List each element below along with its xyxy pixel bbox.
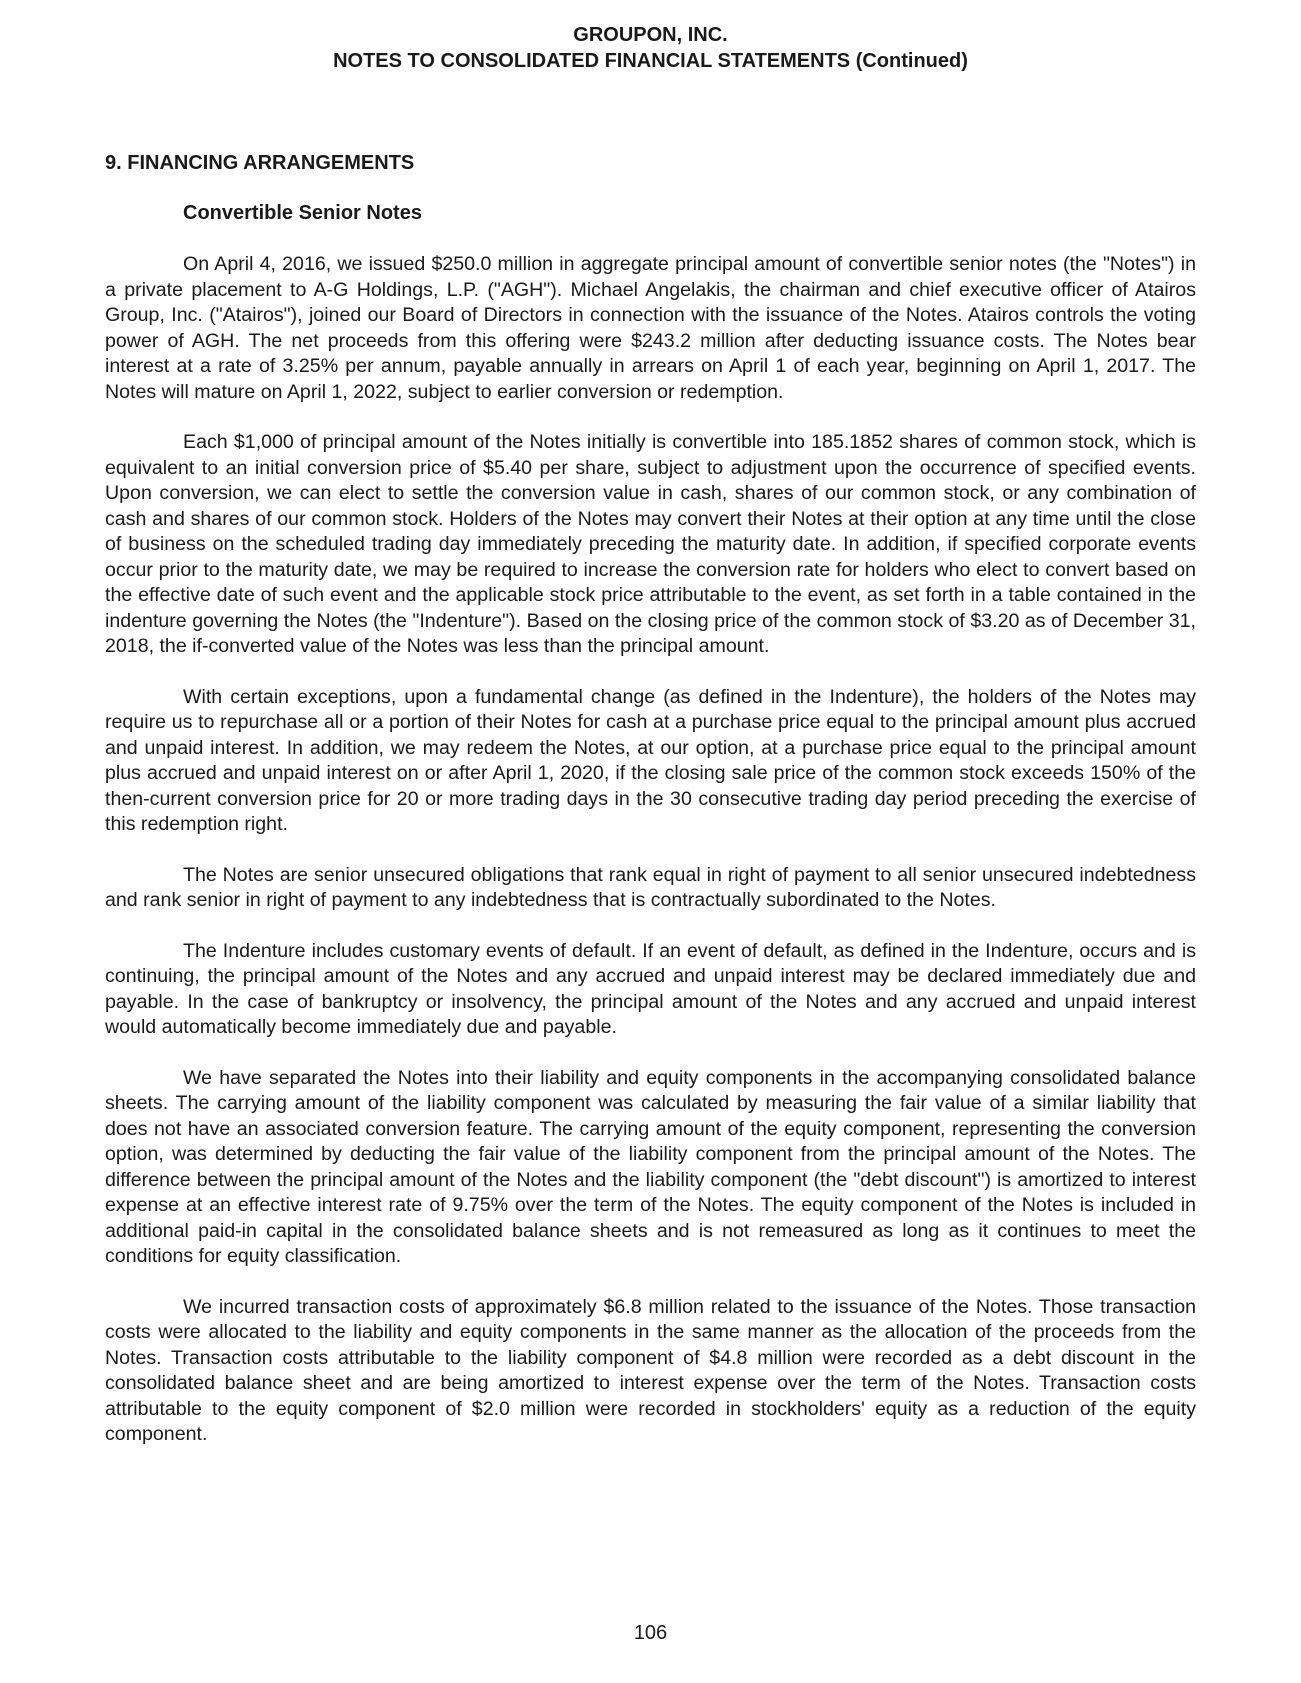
sub-heading: Convertible Senior Notes — [183, 202, 422, 224]
page-number: 106 — [633, 1622, 668, 1644]
paragraph: With certain exceptions, upon a fundamental change (as defined in the Indenture), the holders of the Notes may require us to repurchase all or a portion of their Notes for cash at a purchase price equal to the principal amount plus accrued and unpaid interest. In addition, we may redeem the Notes, at our option, at a purchase price equal to the principal amount plus accrued and unpaid interest on or after April 1, 2020, if the closing sale price of the common stock exceeds 150% of the then-current conversion price for 20 or more trading days in the 30 consecutive trading day period preceding the exercise of this redemption right. — [105, 685, 1196, 835]
paragraph: We incurred transaction costs of approximately $6.8 million related to the issuance of the Notes. Those transaction costs were allocated to the liability and equity components in the same manner as the allocation of the proceeds from the Notes. Transaction costs attributable to the liability component of $4.8 million were recorded as a debt discount in the consolidated balance sheet and are being amortized to interest expense over the term of the Notes. Transaction costs attributable to the equity component of $2.0 million were recorded in stockholders' equity as a reduction of the equity component. — [105, 1295, 1196, 1445]
section-heading: 9. FINANCING ARRANGEMENTS — [105, 152, 415, 174]
paragraph: Each $1,000 of principal amount of the Notes initially is convertible into 185.1852 shares of common stock, which is equivalent to an initial conversion price of $5.40 per share, subject to adjustment upon the occurrence of specified events. Upon conversion, we can elect to settle the conversion value in cash, shares of our common stock, or any combination of cash and shares of our common stock. Holders of the Notes may convert their Notes at their option at any time until the close of business on the scheduled trading day immediately preceding the maturity date. In addition, if specified corporate events occur prior to the maturity date, we may be required to increase the conversion rate for holders who elect to convert based on the effective date of such event and the applicable stock price attributable to the event, as set forth in a table contained in the indenture governing the Notes (the "Indenture"). Based on the closing price of the common stock of $3.20 as of December 31, 2018, the if-converted value of the Notes was less than the principal amount. — [105, 431, 1196, 657]
company-name: GROUPON, INC. — [573, 24, 728, 46]
paragraph: We have separated the Notes into their liability and equity components in the accompanying consolidated balance sheets. The carrying amount of the liability component was calculated by measuring the fair value of a similar liability that does not have an associated conversion feature. The carrying amount of the equity component, representing the conversion option, was determined by deducting the fair value of the liability component from the principal amount of the Notes. The difference between the principal amount of the Notes and the liability component (the "debt discount") is amortized to interest expense at an effective interest rate of 9.75% over the term of the Notes. The equity component of the Notes is included in additional paid-in capital in the consolidated balance sheets and is not remeasured as long as it continues to meet the conditions for equity classification. — [105, 1066, 1196, 1267]
paragraph: The Indenture includes customary events of default. If an event of default, as defined in the Indenture, occurs and is continuing, the principal amount of the Notes and any accrued and unpaid interest may be declared immediately due and payable. In the case of bankruptcy or insolvency, the principal amount of the Notes and any accrued and unpaid interest would automatically become immediately due and payable. — [105, 939, 1196, 1038]
paragraph: The Notes are senior unsecured obligations that rank equal in right of payment to all senior unsecured indebtedness and rank senior in right of payment to any indebtedness that is contractually subordinated to the Notes. — [105, 863, 1196, 911]
body-text — [105, 252, 1196, 1473]
page-title: NOTES TO CONSOLIDATED FINANCIAL STATEMENTS (Continued) — [333, 50, 968, 72]
paragraph: On April 4, 2016, we issued $250.0 million in aggregate principal amount of convertible senior notes (the "Notes") in a private placement to A-G Holdings, L.P. ("AGH"). Michael Angelakis, the chairman and chief executive officer of Atairos Group, Inc. ("Atairos"), joined our Board of Directors in connection with the issuance of the Notes. Atairos controls the voting power of AGH. The net proceeds from this offering were $243.2 million after deducting issuance costs. The Notes bear interest at a rate of 3.25% per annum, payable annually in arrears on April 1 of each year, beginning on April 1, 2017. The Notes will mature on April 1, 2022, subject to earlier conversion or redemption. — [105, 253, 1196, 403]
